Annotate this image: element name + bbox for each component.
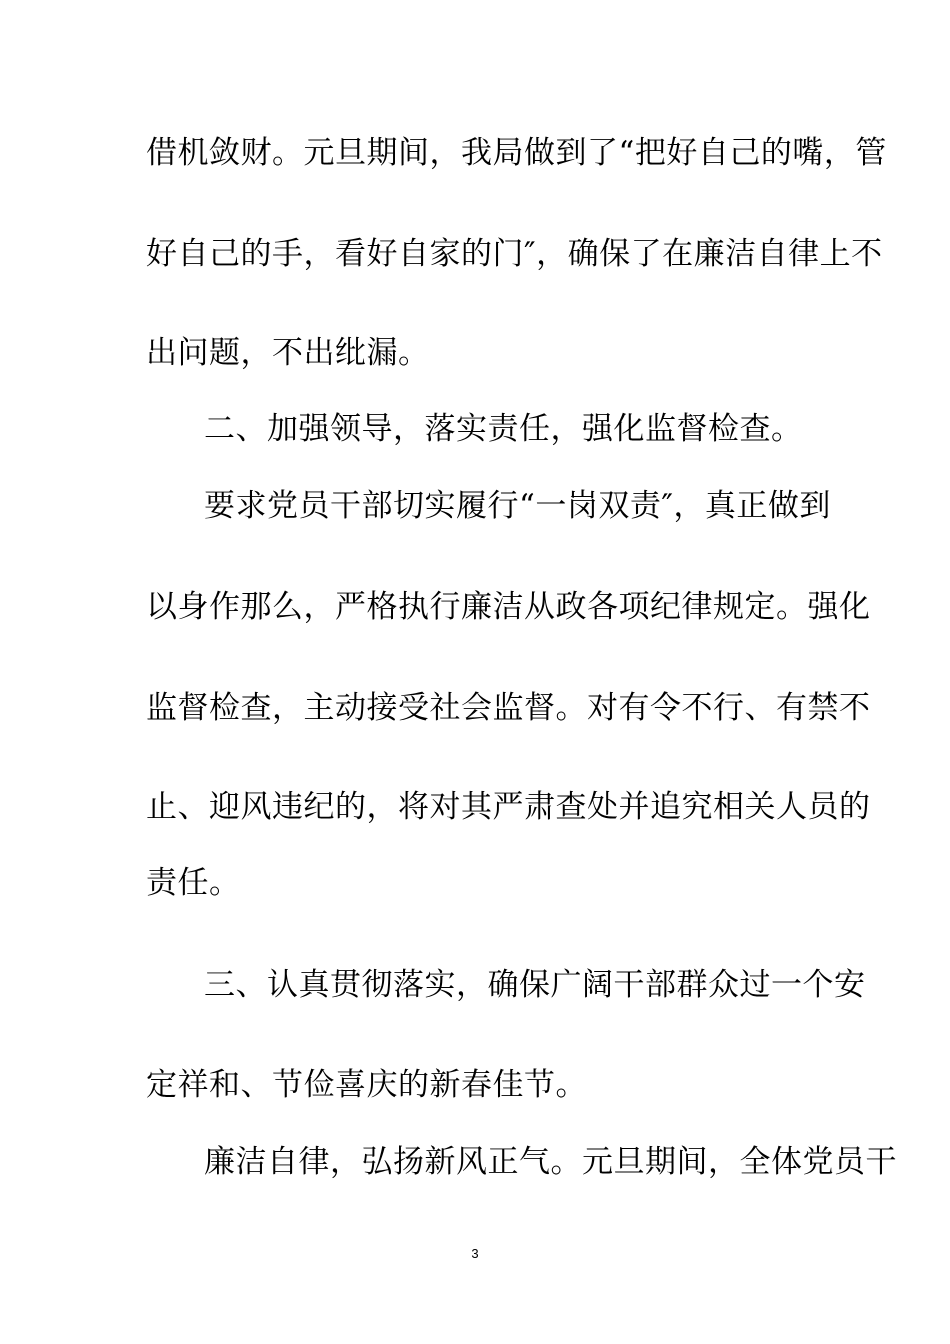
- body-line: 责任。: [146, 865, 241, 901]
- body-line: 监督检查，主动接受社会监督。对有令不行、有禁不: [146, 690, 871, 726]
- body-line: 好自己的手，看好自家的门″，确保了在廉洁自律上不: [146, 236, 883, 272]
- body-line: 止、迎风违纪的，将对其严肃查处并追究相关人员的: [146, 789, 871, 825]
- body-line: 要求党员干部切实履行“一岗双责″，真正做到: [204, 488, 831, 524]
- section-heading: 三、认真贯彻落实，确保广阔干部群众过一个安: [204, 967, 866, 1003]
- section-heading-continuation: 定祥和、节俭喜庆的新春佳节。: [146, 1067, 587, 1103]
- body-line: 以身作那么，严格执行廉洁从政各项纪律规定。强化: [146, 589, 871, 625]
- body-line: 借机敛财。元旦期间，我局做到了“把好自己的嘴，管: [146, 135, 887, 171]
- body-line: 出问题，不出纰漏。: [146, 335, 430, 371]
- section-heading: 二、加强领导，落实责任，强化监督检查。: [204, 411, 803, 447]
- page-number: 3: [471, 1246, 479, 1261]
- body-line: 廉洁自律，弘扬新风正气。元旦期间，全体党员干: [204, 1144, 897, 1180]
